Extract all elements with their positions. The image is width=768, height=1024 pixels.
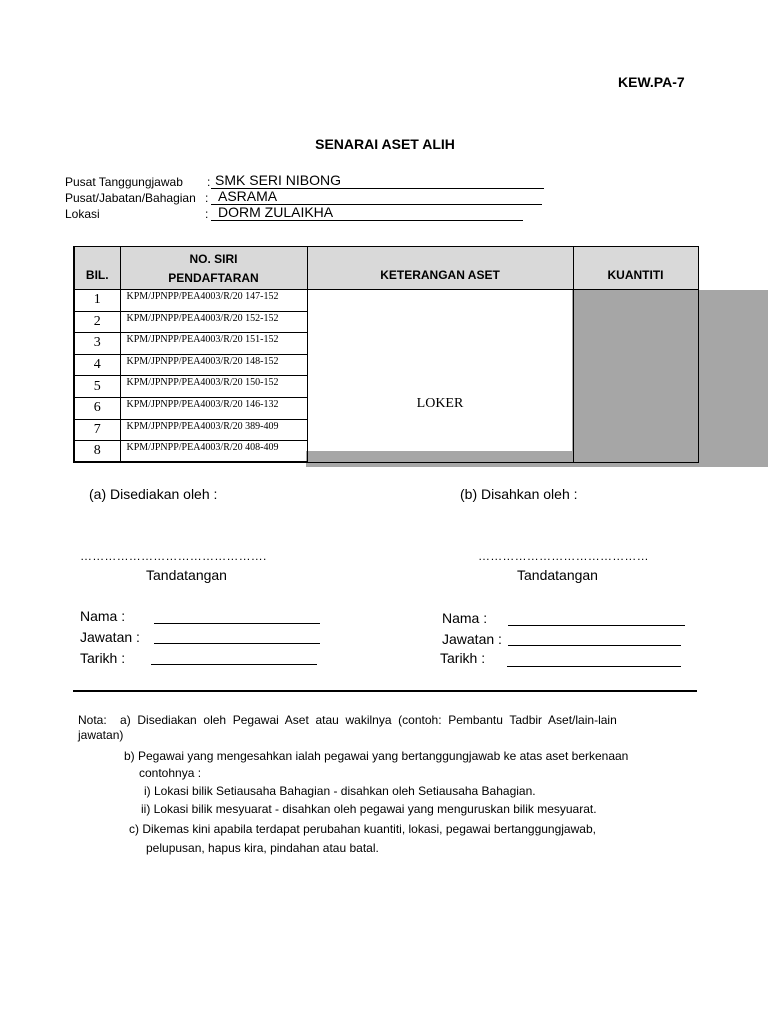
info-value-pusat-jabatan: ASRAMA: [218, 188, 278, 204]
row-bil: 8: [74, 441, 120, 463]
row-bil: 7: [74, 419, 120, 441]
header-kuantiti: KUANTITI: [573, 247, 698, 290]
row-bil: 3: [74, 333, 120, 355]
signature-dots-right: ……………………………………: [478, 549, 649, 563]
note-c: c) Dikemas kini apabila terdapat perubahan kuantiti, lokasi, pegawai bertanggungjawab,: [129, 822, 596, 836]
row-no-siri: KPM/JPNPP/PEA4003/R/20 146-132: [120, 397, 307, 419]
jawatan-label-right: Jawatan :: [442, 631, 502, 647]
tarikh-label-left: Tarikh :: [80, 650, 126, 666]
header-no-siri-line2: PENDAFTARAN: [168, 270, 259, 285]
signature-dots-left: ……………………………………….: [80, 549, 267, 563]
note-b-i: i) Lokasi bilik Setiausaha Bahagian - disahkan oleh Setiausaha Bahagian.: [144, 784, 536, 798]
row-bil: 4: [74, 354, 120, 376]
table-row: [74, 290, 698, 312]
header-keterangan: KETERANGAN ASET: [307, 247, 573, 290]
row-no-siri: KPM/JPNPP/PEA4003/R/20 147-152: [120, 290, 307, 312]
tarikh-line-right[interactable]: [507, 666, 681, 667]
info-label-lokasi: Lokasi: [65, 207, 100, 221]
asset-table: [73, 246, 699, 463]
header-no-siri-line1: NO. SIRI: [189, 251, 238, 266]
note-a-continued: jawatan): [78, 728, 124, 742]
row-bil: 2: [74, 311, 120, 333]
approved-by-heading: (b) Disahkan oleh :: [460, 486, 578, 502]
header-bil: BIL.: [74, 247, 120, 290]
jawatan-line-left[interactable]: [154, 643, 320, 644]
note-b-ii: ii) Lokasi bilik mesyuarat - disahkan oleh pegawai yang menguruskan bilik mesyuarat.: [141, 802, 597, 816]
tarikh-line-left[interactable]: [151, 664, 317, 665]
info-colon: :: [205, 191, 209, 205]
nama-label-right: Nama :: [442, 610, 488, 626]
document-title: SENARAI ASET ALIH: [315, 136, 455, 152]
row-no-siri: KPM/JPNPP/PEA4003/R/20 148-152: [120, 354, 307, 376]
nama-label-left: Nama :: [80, 608, 126, 624]
info-label-pusat-jabatan: Pusat/Jabatan/Bahagian: [65, 191, 196, 205]
info-label-pusat-tanggungjawab: Pusat Tanggungjawab: [65, 175, 183, 189]
form-code: KEW.PA-7: [618, 74, 685, 90]
row-bil: 5: [74, 376, 120, 398]
row-no-siri: KPM/JPNPP/PEA4003/R/20 408-409: [120, 441, 307, 463]
info-colon: :: [205, 207, 209, 221]
row-bil: 1: [74, 290, 120, 312]
keterangan-cell: LOKER: [307, 290, 573, 463]
note-c-continued: pelupusan, hapus kira, pindahan atau batal.: [146, 841, 379, 855]
note-b-continued: contohnya :: [139, 766, 202, 780]
row-bil: 6: [74, 397, 120, 419]
info-value-pusat-tanggungjawab: SMK SERI NIBONG: [215, 172, 342, 188]
row-no-siri: KPM/JPNPP/PEA4003/R/20 389-409: [120, 419, 307, 441]
kuantiti-cell: [573, 290, 698, 463]
section-divider: [73, 690, 697, 692]
jawatan-line-right[interactable]: [508, 645, 681, 646]
row-no-siri: KPM/JPNPP/PEA4003/R/20 150-152: [120, 376, 307, 398]
note-b: b) Pegawai yang mengesahkan ialah pegawai yang bertanggungjawab ke atas aset berkenaan: [124, 749, 629, 763]
row-no-siri: KPM/JPNPP/PEA4003/R/20 151-152: [120, 333, 307, 355]
header-no-siri: [120, 247, 307, 290]
info-underline: [211, 220, 523, 221]
prepared-by-heading: (a) Disediakan oleh :: [89, 486, 218, 502]
table-header-row: [74, 247, 698, 290]
info-colon: :: [207, 175, 211, 189]
nama-line-right[interactable]: [508, 625, 685, 626]
nama-line-left[interactable]: [154, 623, 320, 624]
info-value-lokasi: DORM ZULAIKHA: [218, 204, 334, 220]
row-no-siri: KPM/JPNPP/PEA4003/R/20 152-152: [120, 311, 307, 333]
tandatangan-label-right: Tandatangan: [517, 567, 598, 583]
tarikh-label-right: Tarikh :: [440, 650, 486, 666]
jawatan-label-left: Jawatan :: [80, 629, 140, 645]
tandatangan-label-left: Tandatangan: [146, 567, 227, 583]
note-a: Nota: a) Disediakan oleh Pegawai Aset atau wakilnya (contoh: Pembantu Tadbir Aset/lain-lain: [78, 713, 617, 727]
